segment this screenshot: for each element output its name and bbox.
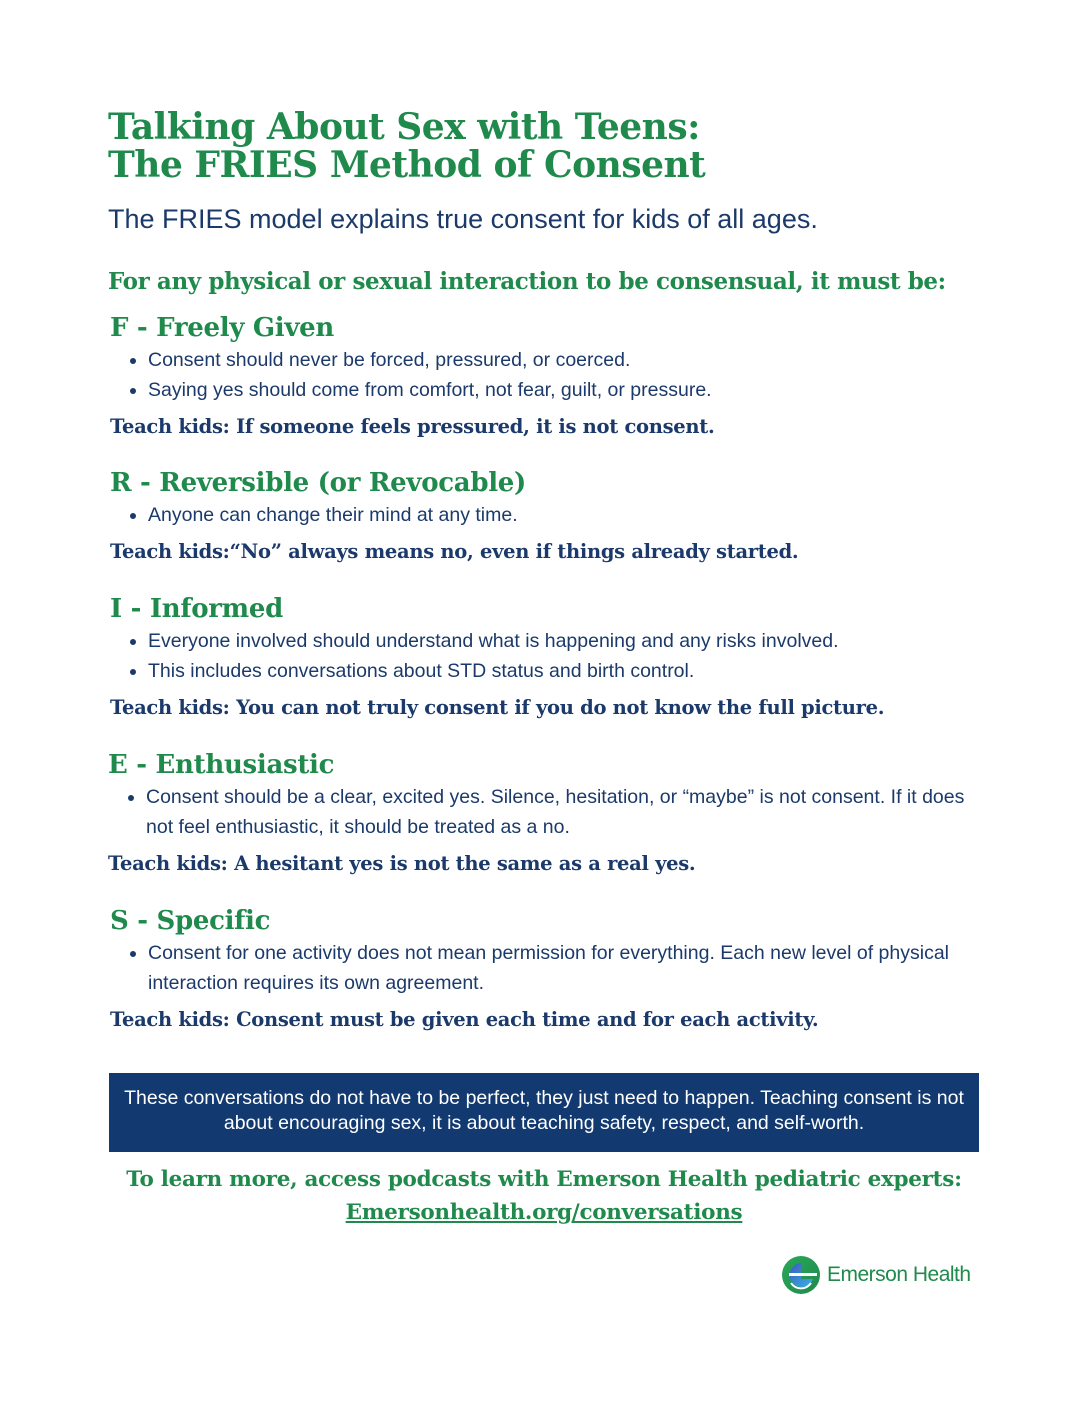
teach-kids-line: Teach kids: If someone feels pressured, it is not consent.: [110, 415, 715, 438]
bullet-list: [110, 626, 990, 686]
section-heading: R - Reversible (or Revocable): [110, 468, 527, 498]
learn-more: [108, 1163, 980, 1229]
section-i: [110, 594, 990, 719]
page-title: [108, 108, 705, 184]
bullet-item: • Consent for one activity does not mean permission for everything. Each new level of physical interaction requires its own agreement.: [148, 938, 990, 998]
logo-text: Emerson Health: [827, 1263, 971, 1286]
bullet-item: • Everyone involved should understand what is happening and any risks involved.: [148, 626, 990, 656]
title-line-1: Talking About Sex with Teens:: [108, 106, 700, 148]
bullet-item: • Anyone can change their mind at any time.: [148, 500, 990, 530]
bullet-list: [108, 782, 988, 842]
intro-heading: For any physical or sexual interaction to be consensual, it must be:: [108, 268, 946, 295]
bullet-list: [110, 938, 990, 998]
section-e: [108, 750, 988, 875]
bullet-list: [110, 345, 990, 405]
bullet-list: [110, 500, 990, 530]
section-f: [110, 313, 990, 438]
section-heading: E - Enthusiastic: [108, 750, 335, 780]
conversations-link[interactable]: Emersonhealth.org/conversations: [345, 1200, 743, 1225]
callout-box: These conversations do not have to be perfect, they just need to happen. Teaching consent is not about encouraging sex, it is about teaching safety, respect, and self-worth.: [109, 1073, 979, 1152]
learn-more-text: To learn more, access podcasts with Emerson Health pediatric experts:: [126, 1167, 962, 1192]
bullet-item: • Consent should be a clear, excited yes. Silence, hesitation, or “maybe” is not consent. If it does not feel enthusiastic, it should be treated as a no.: [146, 782, 988, 842]
teach-kids-line: Teach kids: A hesitant yes is not the same as a real yes.: [108, 852, 696, 875]
emerson-health-logo: [781, 1255, 971, 1295]
title-line-2: The FRIES Method of Consent: [108, 144, 706, 186]
subtitle: The FRIES model explains true consent for kids of all ages.: [108, 204, 818, 234]
bullet-item: • This includes conversations about STD status and birth control.: [148, 656, 990, 686]
section-r: [110, 468, 990, 563]
teach-kids-line: Teach kids:“No” always means no, even if things already started.: [110, 540, 799, 563]
section-heading: F - Freely Given: [110, 313, 335, 343]
section-heading: S - Specific: [110, 906, 271, 936]
bullet-item: • Saying yes should come from comfort, not fear, guilt, or pressure.: [148, 375, 990, 405]
section-heading: I - Informed: [110, 594, 283, 624]
teach-kids-line: Teach kids: Consent must be given each time and for each activity.: [110, 1008, 819, 1031]
emerson-e-logo-icon: [781, 1255, 821, 1295]
teach-kids-line: Teach kids: You can not truly consent if you do not know the full picture.: [110, 696, 885, 719]
section-s: [110, 906, 990, 1031]
bullet-item: • Consent should never be forced, pressured, or coerced.: [148, 345, 990, 375]
